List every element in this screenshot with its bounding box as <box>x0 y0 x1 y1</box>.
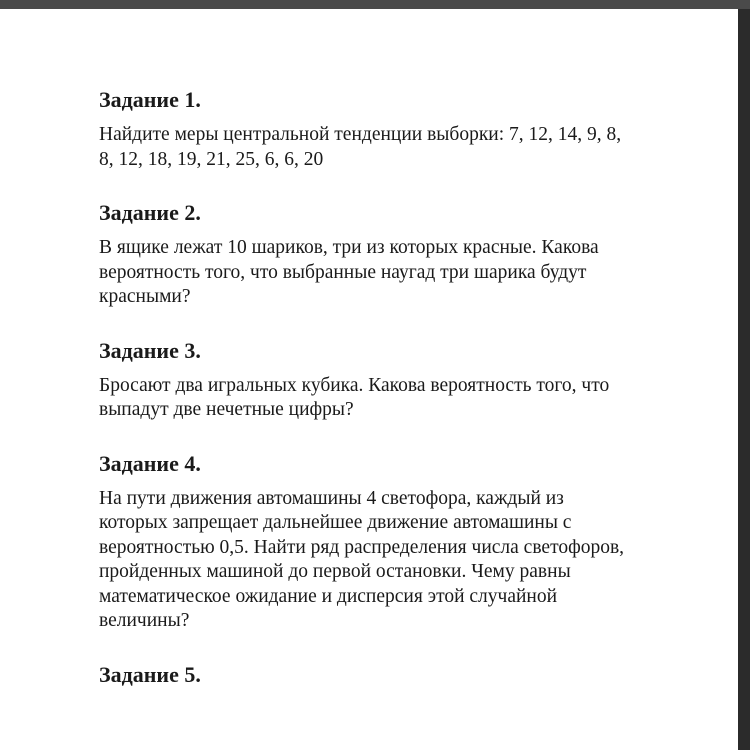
task-4 <box>99 451 699 634</box>
task-text: На пути движения автомашины 4 светофора, каждый из которых запрещает дальнейшее движение автомашины с вероятностью 0,5. Найти ряд распределения числа светофоров, пройденных машиной до первой остановки. Чему равны математическое ожидание и дисперсия этой случайной величины? <box>99 487 625 631</box>
task-text: Найдите меры центральной тенденции выборки: 7, 12, 14, 9, 8, 8, 12, 18, 19, 21, 25, 6, 6, 20 <box>99 124 622 170</box>
task-2 <box>99 200 699 310</box>
task-title: Задание 2. <box>99 200 201 225</box>
task-5 <box>99 662 699 688</box>
page-content <box>99 87 699 716</box>
task-title: Задание 1. <box>99 87 201 112</box>
task-1 <box>99 87 699 172</box>
task-title: Задание 3. <box>99 337 201 363</box>
task-title: Задание 5. <box>99 661 201 687</box>
task-3 <box>99 338 699 423</box>
document-page[interactable] <box>0 9 738 750</box>
task-text: В ящике лежат 10 шариков, три из которых красные. Какова вероятность того, что выбранные наугад три шарика будут красными? <box>99 237 599 307</box>
task-title: Задание 4. <box>99 450 201 476</box>
task-text: Бросают два игральных кубика. Какова вероятность того, что выпадут две нечетные цифры? <box>99 374 610 420</box>
vertical-scrollbar[interactable] <box>738 9 750 750</box>
